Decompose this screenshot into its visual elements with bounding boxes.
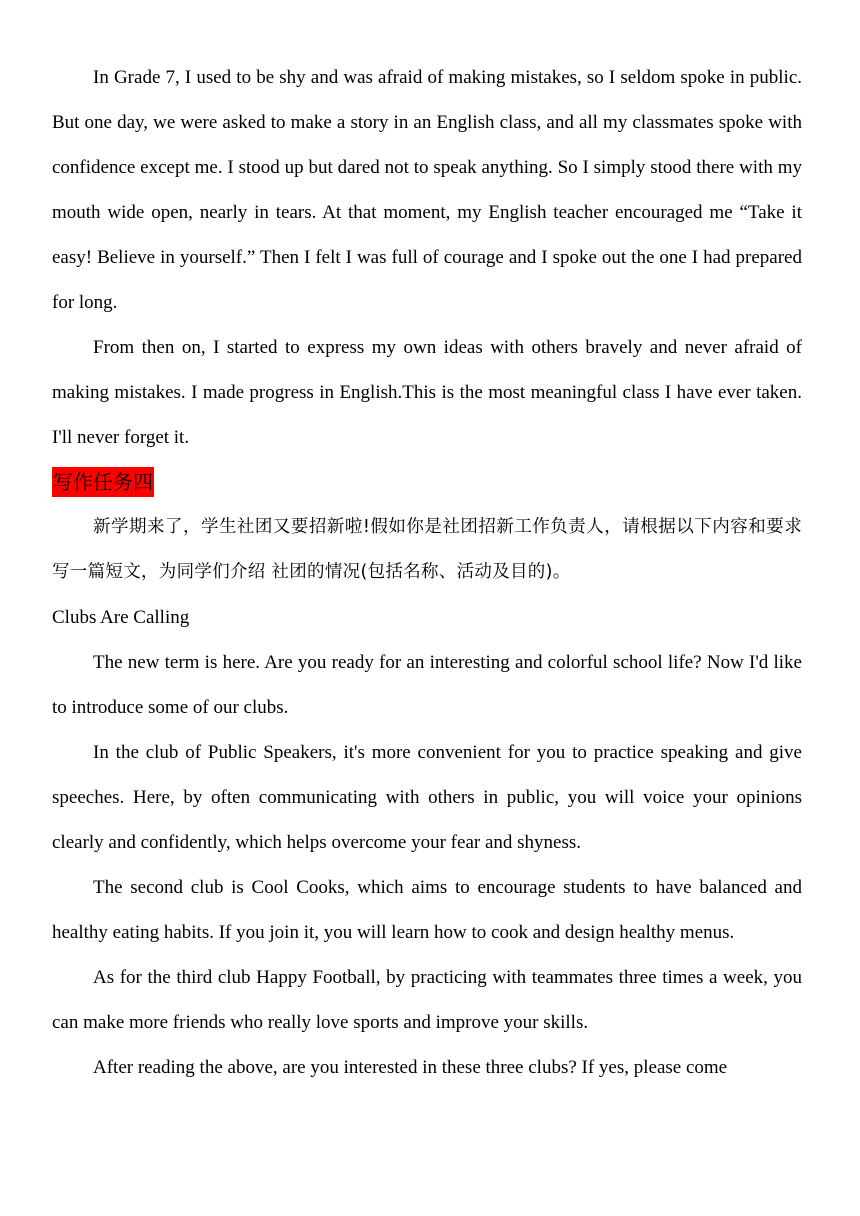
task-heading: 写作任务四 bbox=[52, 467, 154, 497]
task-heading-wrapper bbox=[52, 460, 802, 505]
essay-paragraph-3: The second club is Cool Cooks, which aims to encourage students to have balanced and healthy eating habits. If you join it, you will learn how to cook and design healthy menus. bbox=[52, 877, 802, 943]
story-paragraph-2: From then on, I started to express my own ideas with others bravely and never afraid of making mistakes. I made progress in English.This is the most meaningful class I have ever taken. I'll never forget it. bbox=[52, 337, 802, 448]
task-prompt: 新学期来了，学生社团又要招新啦!假如你是社团招新工作负责人，请根据以下内容和要求写一篇短文，为同学们介绍 社团的情况(包括名称、活动及目的)。 bbox=[52, 517, 802, 582]
essay-paragraph-5: After reading the above, are you interested in these three clubs? If yes, please come bbox=[93, 1057, 728, 1078]
essay-paragraph-4: As for the third club Happy Football, by practicing with teammates three times a week, you can make more friends who really love sports and improve your skills. bbox=[52, 967, 802, 1033]
document-page bbox=[52, 55, 802, 1090]
story-paragraph-1: In Grade 7, I used to be shy and was afraid of making mistakes, so I seldom spoke in public. But one day, we were asked to make a story in an English class, and all my classmates spoke with confidence except me. I stood up but dared not to speak anything. So I simply stood there with my mouth wide open, nearly in tears. At that moment, my English teacher encouraged me “Take it easy! Believe in yourself.” Then I felt I was full of courage and I spoke out the one I had prepared for long. bbox=[52, 67, 802, 313]
essay-title: Clubs Are Calling bbox=[52, 607, 190, 628]
essay-paragraph-1: The new term is here. Are you ready for an interesting and colorful school life? Now I'd like to introduce some of our clubs. bbox=[52, 652, 802, 718]
essay-paragraph-2: In the club of Public Speakers, it's more convenient for you to practice speaking and give speeches. Here, by often communicating with others in public, you will voice your opinions clearly and confidently, which helps overcome your fear and shyness. bbox=[52, 742, 802, 853]
